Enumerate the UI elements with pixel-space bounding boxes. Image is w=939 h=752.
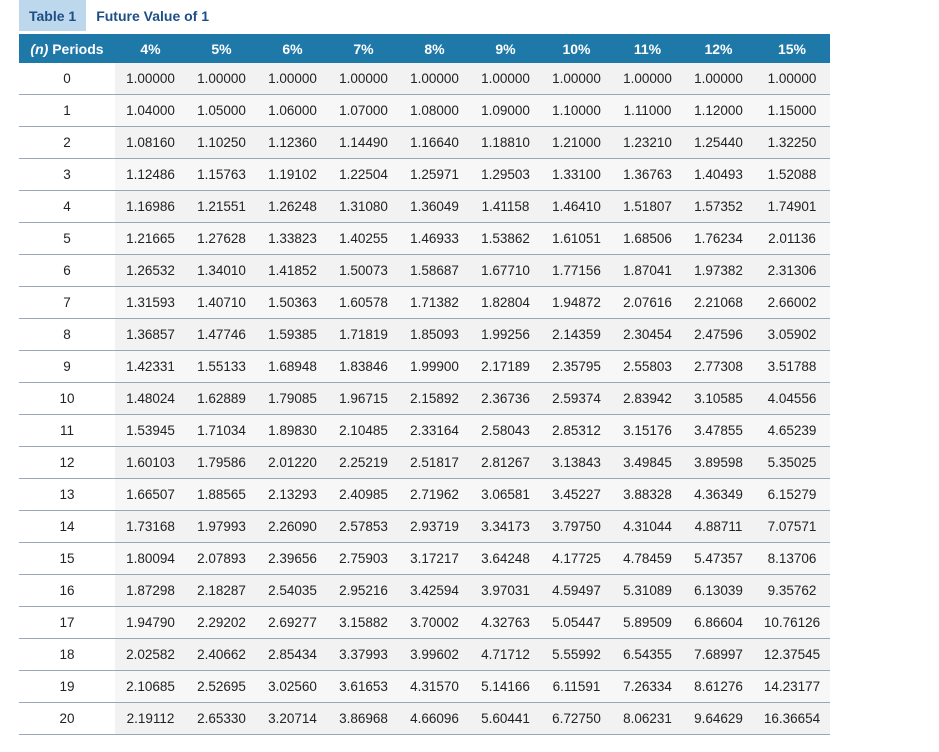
- value-cell: 1.12486: [115, 159, 186, 191]
- value-cell: 1.36049: [399, 191, 470, 223]
- value-cell: 9.64629: [683, 703, 754, 735]
- value-cell: 6.86604: [683, 607, 754, 639]
- period-cell: 8: [19, 319, 115, 351]
- value-cell: 2.30454: [612, 319, 683, 351]
- value-cell: 2.54035: [257, 575, 328, 607]
- value-cell: 3.49845: [612, 447, 683, 479]
- value-cell: 14.23177: [754, 671, 830, 703]
- value-cell: 4.04556: [754, 383, 830, 415]
- value-cell: 3.06581: [470, 479, 541, 511]
- value-cell: 1.97993: [186, 511, 257, 543]
- value-cell: 2.40662: [186, 639, 257, 671]
- value-cell: 1.96715: [328, 383, 399, 415]
- period-cell: 19: [19, 671, 115, 703]
- value-cell: 1.09000: [470, 95, 541, 127]
- value-cell: 1.85093: [399, 319, 470, 351]
- value-cell: 2.01220: [257, 447, 328, 479]
- value-cell: 1.53945: [115, 415, 186, 447]
- value-cell: 1.34010: [186, 255, 257, 287]
- period-cell: 11: [19, 415, 115, 447]
- value-cell: 2.85312: [541, 415, 612, 447]
- value-cell: 3.34173: [470, 511, 541, 543]
- value-cell: 2.52695: [186, 671, 257, 703]
- value-cell: 3.37993: [328, 639, 399, 671]
- value-cell: 1.10000: [541, 95, 612, 127]
- periods-label: Periods: [52, 40, 104, 57]
- value-cell: 1.62889: [186, 383, 257, 415]
- value-cell: 1.66507: [115, 479, 186, 511]
- value-cell: 10.76126: [754, 607, 830, 639]
- table-row: [19, 63, 830, 95]
- period-cell: 13: [19, 479, 115, 511]
- value-cell: 2.59374: [541, 383, 612, 415]
- value-cell: 1.08160: [115, 127, 186, 159]
- value-cell: 1.14490: [328, 127, 399, 159]
- table-row: [19, 703, 830, 735]
- value-cell: 1.94790: [115, 607, 186, 639]
- value-cell: 1.23210: [612, 127, 683, 159]
- table-row: [19, 639, 830, 671]
- value-cell: 1.68506: [612, 223, 683, 255]
- period-cell: 1: [19, 95, 115, 127]
- value-cell: 1.26532: [115, 255, 186, 287]
- value-cell: 1.00000: [612, 63, 683, 95]
- value-cell: 1.87298: [115, 575, 186, 607]
- value-cell: 1.33100: [541, 159, 612, 191]
- value-cell: 3.89598: [683, 447, 754, 479]
- value-cell: 3.17217: [399, 543, 470, 575]
- value-cell: 8.13706: [754, 543, 830, 575]
- value-cell: 1.06000: [257, 95, 328, 127]
- value-cell: 4.65239: [754, 415, 830, 447]
- value-cell: 3.20714: [257, 703, 328, 735]
- n-label: (n): [30, 40, 49, 57]
- value-cell: 4.66096: [399, 703, 470, 735]
- value-cell: 5.89509: [612, 607, 683, 639]
- period-cell: 5: [19, 223, 115, 255]
- value-cell: 2.10685: [115, 671, 186, 703]
- value-cell: 1.53862: [470, 223, 541, 255]
- value-cell: 1.88565: [186, 479, 257, 511]
- value-cell: 1.40710: [186, 287, 257, 319]
- value-cell: 2.58043: [470, 415, 541, 447]
- value-cell: 1.71382: [399, 287, 470, 319]
- value-cell: 3.86968: [328, 703, 399, 735]
- value-cell: 2.83942: [612, 383, 683, 415]
- value-cell: 1.55133: [186, 351, 257, 383]
- table-row: [19, 95, 830, 127]
- value-cell: 3.10585: [683, 383, 754, 415]
- value-cell: 3.99602: [399, 639, 470, 671]
- value-cell: 2.02582: [115, 639, 186, 671]
- value-cell: 4.31570: [399, 671, 470, 703]
- value-cell: 2.95216: [328, 575, 399, 607]
- value-cell: 2.19112: [115, 703, 186, 735]
- value-cell: 2.39656: [257, 543, 328, 575]
- value-cell: 1.31593: [115, 287, 186, 319]
- value-cell: 1.60578: [328, 287, 399, 319]
- value-cell: 2.93719: [399, 511, 470, 543]
- column-header-rate: 15%: [754, 34, 830, 63]
- value-cell: 1.16986: [115, 191, 186, 223]
- value-cell: 2.77308: [683, 351, 754, 383]
- table-row: [19, 575, 830, 607]
- period-cell: 18: [19, 639, 115, 671]
- value-cell: 3.70002: [399, 607, 470, 639]
- table-number-label: Table 1: [19, 0, 86, 31]
- value-cell: 2.35795: [541, 351, 612, 383]
- value-cell: 2.07893: [186, 543, 257, 575]
- value-cell: 7.07571: [754, 511, 830, 543]
- value-cell: 1.87041: [612, 255, 683, 287]
- value-cell: 1.79085: [257, 383, 328, 415]
- value-cell: 5.47357: [683, 543, 754, 575]
- value-cell: 2.75903: [328, 543, 399, 575]
- value-cell: 2.31306: [754, 255, 830, 287]
- value-cell: 2.26090: [257, 511, 328, 543]
- value-cell: 2.29202: [186, 607, 257, 639]
- value-cell: 4.71712: [470, 639, 541, 671]
- period-cell: 14: [19, 511, 115, 543]
- value-cell: 6.54355: [612, 639, 683, 671]
- value-cell: 7.68997: [683, 639, 754, 671]
- value-cell: 8.61276: [683, 671, 754, 703]
- value-cell: 3.05902: [754, 319, 830, 351]
- value-cell: 1.46410: [541, 191, 612, 223]
- value-cell: 1.25971: [399, 159, 470, 191]
- value-cell: 1.99900: [399, 351, 470, 383]
- value-cell: 1.59385: [257, 319, 328, 351]
- column-header-rate: 9%: [470, 34, 541, 63]
- value-cell: 5.35025: [754, 447, 830, 479]
- value-cell: 1.80094: [115, 543, 186, 575]
- table-row: [19, 287, 830, 319]
- value-cell: 6.15279: [754, 479, 830, 511]
- table-row: [19, 415, 830, 447]
- value-cell: 1.46933: [399, 223, 470, 255]
- value-cell: 1.40493: [683, 159, 754, 191]
- value-cell: 2.81267: [470, 447, 541, 479]
- value-cell: 1.48024: [115, 383, 186, 415]
- value-cell: 1.71034: [186, 415, 257, 447]
- value-cell: 1.18810: [470, 127, 541, 159]
- value-cell: 1.77156: [541, 255, 612, 287]
- value-cell: 2.51817: [399, 447, 470, 479]
- value-cell: 2.40985: [328, 479, 399, 511]
- value-cell: 2.36736: [470, 383, 541, 415]
- value-cell: 2.71962: [399, 479, 470, 511]
- period-cell: 2: [19, 127, 115, 159]
- value-cell: 1.26248: [257, 191, 328, 223]
- value-cell: 1.99256: [470, 319, 541, 351]
- value-cell: 1.00000: [541, 63, 612, 95]
- table-body: [19, 63, 830, 735]
- value-cell: 3.79750: [541, 511, 612, 543]
- value-cell: 1.52088: [754, 159, 830, 191]
- value-cell: 1.00000: [328, 63, 399, 95]
- table-row: [19, 447, 830, 479]
- period-cell: 9: [19, 351, 115, 383]
- value-cell: 1.15763: [186, 159, 257, 191]
- value-cell: 1.00000: [257, 63, 328, 95]
- value-cell: 1.33823: [257, 223, 328, 255]
- table-row: [19, 191, 830, 223]
- value-cell: 1.15000: [754, 95, 830, 127]
- value-cell: 2.69277: [257, 607, 328, 639]
- value-cell: 1.00000: [683, 63, 754, 95]
- value-cell: 1.47746: [186, 319, 257, 351]
- table-row: [19, 543, 830, 575]
- table-caption: [19, 0, 219, 31]
- value-cell: 5.55992: [541, 639, 612, 671]
- period-cell: 17: [19, 607, 115, 639]
- value-cell: 3.64248: [470, 543, 541, 575]
- value-cell: 1.68948: [257, 351, 328, 383]
- value-cell: 1.83846: [328, 351, 399, 383]
- value-cell: 8.06231: [612, 703, 683, 735]
- value-cell: 2.15892: [399, 383, 470, 415]
- table-row: [19, 255, 830, 287]
- value-cell: 2.33164: [399, 415, 470, 447]
- table-row: [19, 479, 830, 511]
- column-header-rate: 4%: [115, 34, 186, 63]
- table-row: [19, 511, 830, 543]
- value-cell: 1.71819: [328, 319, 399, 351]
- value-cell: 4.31044: [612, 511, 683, 543]
- value-cell: 1.94872: [541, 287, 612, 319]
- value-cell: 1.00000: [115, 63, 186, 95]
- value-cell: 1.21665: [115, 223, 186, 255]
- table-row: [19, 383, 830, 415]
- value-cell: 4.78459: [612, 543, 683, 575]
- value-cell: 7.26334: [612, 671, 683, 703]
- table-row: [19, 127, 830, 159]
- value-cell: 6.72750: [541, 703, 612, 735]
- value-cell: 1.00000: [470, 63, 541, 95]
- value-cell: 1.19102: [257, 159, 328, 191]
- column-header-rate: 7%: [328, 34, 399, 63]
- table-row: [19, 223, 830, 255]
- value-cell: 4.88711: [683, 511, 754, 543]
- value-cell: 2.14359: [541, 319, 612, 351]
- value-cell: 1.21551: [186, 191, 257, 223]
- value-cell: 2.18287: [186, 575, 257, 607]
- value-cell: 6.13039: [683, 575, 754, 607]
- value-cell: 3.61653: [328, 671, 399, 703]
- value-cell: 1.36857: [115, 319, 186, 351]
- period-cell: 16: [19, 575, 115, 607]
- value-cell: 1.12360: [257, 127, 328, 159]
- value-cell: 2.13293: [257, 479, 328, 511]
- value-cell: 2.65330: [186, 703, 257, 735]
- future-value-table: [19, 34, 830, 735]
- value-cell: 2.85434: [257, 639, 328, 671]
- value-cell: 3.13843: [541, 447, 612, 479]
- value-cell: 1.82804: [470, 287, 541, 319]
- column-header-periods: [19, 34, 115, 63]
- value-cell: 1.29503: [470, 159, 541, 191]
- value-cell: 2.10485: [328, 415, 399, 447]
- value-cell: 1.61051: [541, 223, 612, 255]
- value-cell: 3.97031: [470, 575, 541, 607]
- column-header-rate: 5%: [186, 34, 257, 63]
- column-header-rate: 12%: [683, 34, 754, 63]
- table-row: [19, 159, 830, 191]
- table-row: [19, 319, 830, 351]
- value-cell: 1.50073: [328, 255, 399, 287]
- value-cell: 1.10250: [186, 127, 257, 159]
- column-header-rate: 10%: [541, 34, 612, 63]
- value-cell: 1.74901: [754, 191, 830, 223]
- value-cell: 1.32250: [754, 127, 830, 159]
- value-cell: 3.47855: [683, 415, 754, 447]
- column-header-rate: 6%: [257, 34, 328, 63]
- period-cell: 12: [19, 447, 115, 479]
- value-cell: 1.12000: [683, 95, 754, 127]
- value-cell: 1.41158: [470, 191, 541, 223]
- value-cell: 3.15176: [612, 415, 683, 447]
- value-cell: 1.36763: [612, 159, 683, 191]
- table-title: Future Value of 1: [96, 7, 210, 24]
- period-cell: 7: [19, 287, 115, 319]
- value-cell: 1.89830: [257, 415, 328, 447]
- value-cell: 1.05000: [186, 95, 257, 127]
- value-cell: 2.66002: [754, 287, 830, 319]
- column-header-rate: 8%: [399, 34, 470, 63]
- value-cell: 1.76234: [683, 223, 754, 255]
- period-cell: 20: [19, 703, 115, 735]
- column-header-rate: 11%: [612, 34, 683, 63]
- value-cell: 3.42594: [399, 575, 470, 607]
- value-cell: 1.22504: [328, 159, 399, 191]
- value-cell: 1.50363: [257, 287, 328, 319]
- value-cell: 2.01136: [754, 223, 830, 255]
- value-cell: 1.00000: [754, 63, 830, 95]
- value-cell: 9.35762: [754, 575, 830, 607]
- value-cell: 1.11000: [612, 95, 683, 127]
- value-cell: 1.00000: [399, 63, 470, 95]
- value-cell: 16.36654: [754, 703, 830, 735]
- period-cell: 3: [19, 159, 115, 191]
- period-cell: 10: [19, 383, 115, 415]
- value-cell: 1.07000: [328, 95, 399, 127]
- value-cell: 5.14166: [470, 671, 541, 703]
- value-cell: 1.79586: [186, 447, 257, 479]
- value-cell: 1.27628: [186, 223, 257, 255]
- value-cell: 4.17725: [541, 543, 612, 575]
- period-cell: 0: [19, 63, 115, 95]
- value-cell: 3.15882: [328, 607, 399, 639]
- value-cell: 3.02560: [257, 671, 328, 703]
- period-cell: 4: [19, 191, 115, 223]
- value-cell: 2.17189: [470, 351, 541, 383]
- value-cell: 2.57853: [328, 511, 399, 543]
- value-cell: 1.67710: [470, 255, 541, 287]
- value-cell: 1.42331: [115, 351, 186, 383]
- value-cell: 1.08000: [399, 95, 470, 127]
- value-cell: 1.25440: [683, 127, 754, 159]
- value-cell: 1.57352: [683, 191, 754, 223]
- value-cell: 1.73168: [115, 511, 186, 543]
- value-cell: 5.60441: [470, 703, 541, 735]
- value-cell: 12.37545: [754, 639, 830, 671]
- value-cell: 3.88328: [612, 479, 683, 511]
- value-cell: 3.45227: [541, 479, 612, 511]
- value-cell: 1.04000: [115, 95, 186, 127]
- value-cell: 4.59497: [541, 575, 612, 607]
- value-cell: 4.36349: [683, 479, 754, 511]
- table-row: [19, 671, 830, 703]
- value-cell: 1.58687: [399, 255, 470, 287]
- period-cell: 6: [19, 255, 115, 287]
- value-cell: 2.25219: [328, 447, 399, 479]
- value-cell: 6.11591: [541, 671, 612, 703]
- value-cell: 5.05447: [541, 607, 612, 639]
- value-cell: 1.00000: [186, 63, 257, 95]
- header-row: [19, 34, 830, 63]
- value-cell: 1.60103: [115, 447, 186, 479]
- value-cell: 2.21068: [683, 287, 754, 319]
- table-row: [19, 351, 830, 383]
- value-cell: 4.32763: [470, 607, 541, 639]
- value-cell: 1.21000: [541, 127, 612, 159]
- value-cell: 3.51788: [754, 351, 830, 383]
- period-cell: 15: [19, 543, 115, 575]
- value-cell: 1.40255: [328, 223, 399, 255]
- value-cell: 2.47596: [683, 319, 754, 351]
- value-cell: 1.41852: [257, 255, 328, 287]
- value-cell: 1.51807: [612, 191, 683, 223]
- value-cell: 1.16640: [399, 127, 470, 159]
- value-cell: 2.07616: [612, 287, 683, 319]
- table-row: [19, 607, 830, 639]
- value-cell: 1.31080: [328, 191, 399, 223]
- value-cell: 1.97382: [683, 255, 754, 287]
- value-cell: 2.55803: [612, 351, 683, 383]
- value-cell: 5.31089: [612, 575, 683, 607]
